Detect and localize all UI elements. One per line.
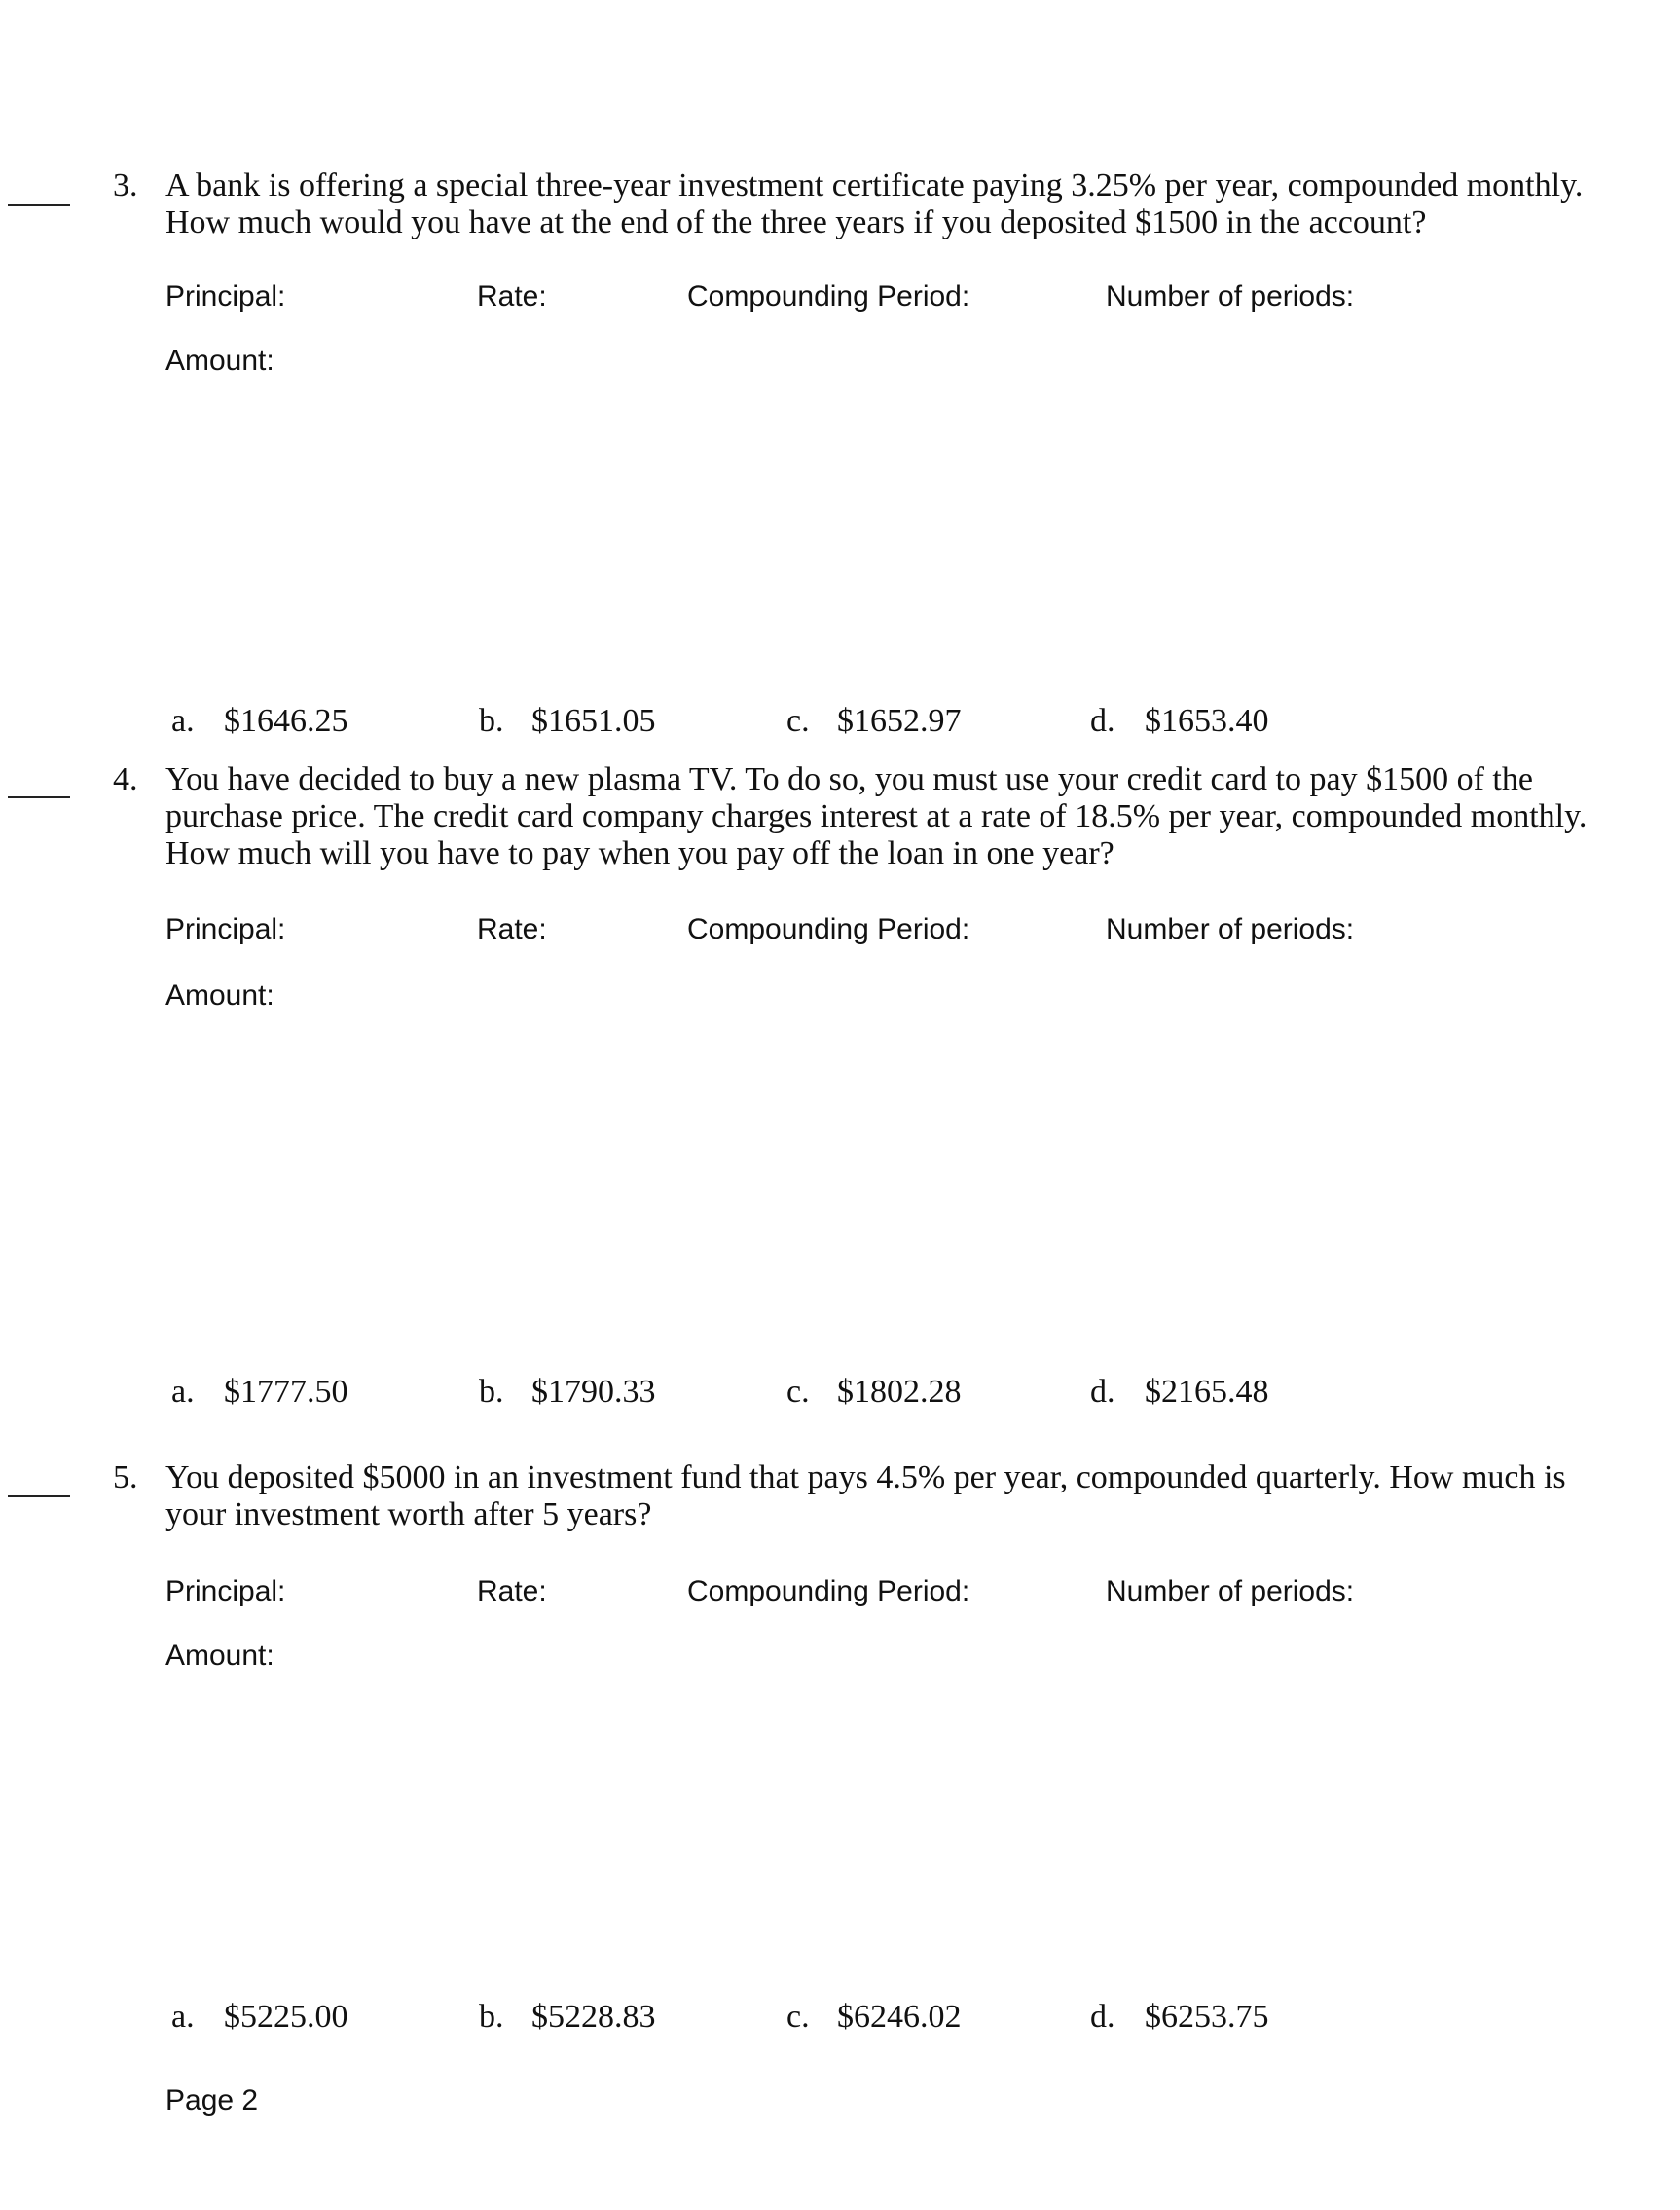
question-text-line: You have decided to buy a new plasma TV. To do so, you must use your credit card to pay $1500 of the xyxy=(165,761,1533,797)
question-text-line: How much would you have at the end of the three years if you deposited $1500 in the account? xyxy=(165,204,1427,240)
question-number: 5. xyxy=(113,1459,138,1495)
question-text-line: purchase price. The credit card company charges interest at a rate of 18.5% per year, compounded monthly. xyxy=(165,798,1588,834)
principal-label: Principal: xyxy=(165,280,286,313)
option-letter: c. xyxy=(786,1999,810,2035)
question-text-line: How much will you have to pay when you pay off the loan in one year? xyxy=(165,835,1114,871)
compounding-period-label: Compounding Period: xyxy=(687,913,970,945)
answer-blank[interactable] xyxy=(8,1495,70,1497)
option-value: $5228.83 xyxy=(531,1999,656,2035)
answer-blank[interactable] xyxy=(8,204,70,206)
option-value: $2165.48 xyxy=(1145,1374,1269,1410)
amount-label: Amount: xyxy=(165,1639,274,1672)
question-number: 4. xyxy=(113,761,138,797)
question-text-line: your investment worth after 5 years? xyxy=(165,1496,652,1532)
option-value: $1646.25 xyxy=(224,703,348,739)
option-letter: d. xyxy=(1090,1999,1115,2035)
question-text-line: A bank is offering a special three-year investment certificate paying 3.25% per year, compounded monthly. xyxy=(165,167,1584,203)
amount-label: Amount: xyxy=(165,345,274,377)
question-text xyxy=(165,167,1625,241)
answer-blank[interactable] xyxy=(8,796,70,798)
page-number: Page 2 xyxy=(165,2084,259,2117)
option-letter: a. xyxy=(171,703,195,739)
option-letter: a. xyxy=(171,1999,195,2035)
option-value: $1777.50 xyxy=(224,1374,348,1410)
option-letter: a. xyxy=(171,1374,195,1410)
question-text-line: You deposited $5000 in an investment fund that pays 4.5% per year, compounded quarterly. How much is xyxy=(165,1459,1566,1495)
question-text xyxy=(165,1459,1625,1533)
option-value: $1653.40 xyxy=(1145,703,1269,739)
number-of-periods-label: Number of periods: xyxy=(1106,280,1355,313)
option-value: $1802.28 xyxy=(837,1374,962,1410)
rate-label: Rate: xyxy=(477,280,547,313)
amount-label: Amount: xyxy=(165,979,274,1012)
number-of-periods-label: Number of periods: xyxy=(1106,1575,1355,1607)
option-value: $6253.75 xyxy=(1145,1999,1269,2035)
option-value: $1790.33 xyxy=(531,1374,656,1410)
compounding-period-label: Compounding Period: xyxy=(687,1575,970,1607)
compounding-period-label: Compounding Period: xyxy=(687,280,970,313)
option-value: $6246.02 xyxy=(837,1999,962,2035)
option-value: $1652.97 xyxy=(837,703,962,739)
option-value: $1651.05 xyxy=(531,703,656,739)
option-letter: b. xyxy=(479,1999,504,2035)
option-letter: d. xyxy=(1090,1374,1115,1410)
option-letter: b. xyxy=(479,1374,504,1410)
number-of-periods-label: Number of periods: xyxy=(1106,913,1355,945)
principal-label: Principal: xyxy=(165,1575,286,1607)
option-value: $5225.00 xyxy=(224,1999,348,2035)
principal-label: Principal: xyxy=(165,913,286,945)
option-letter: c. xyxy=(786,1374,810,1410)
option-letter: d. xyxy=(1090,703,1115,739)
rate-label: Rate: xyxy=(477,1575,547,1607)
option-letter: b. xyxy=(479,703,504,739)
question-text xyxy=(165,761,1625,872)
rate-label: Rate: xyxy=(477,913,547,945)
option-letter: c. xyxy=(786,703,810,739)
question-number: 3. xyxy=(113,167,138,203)
